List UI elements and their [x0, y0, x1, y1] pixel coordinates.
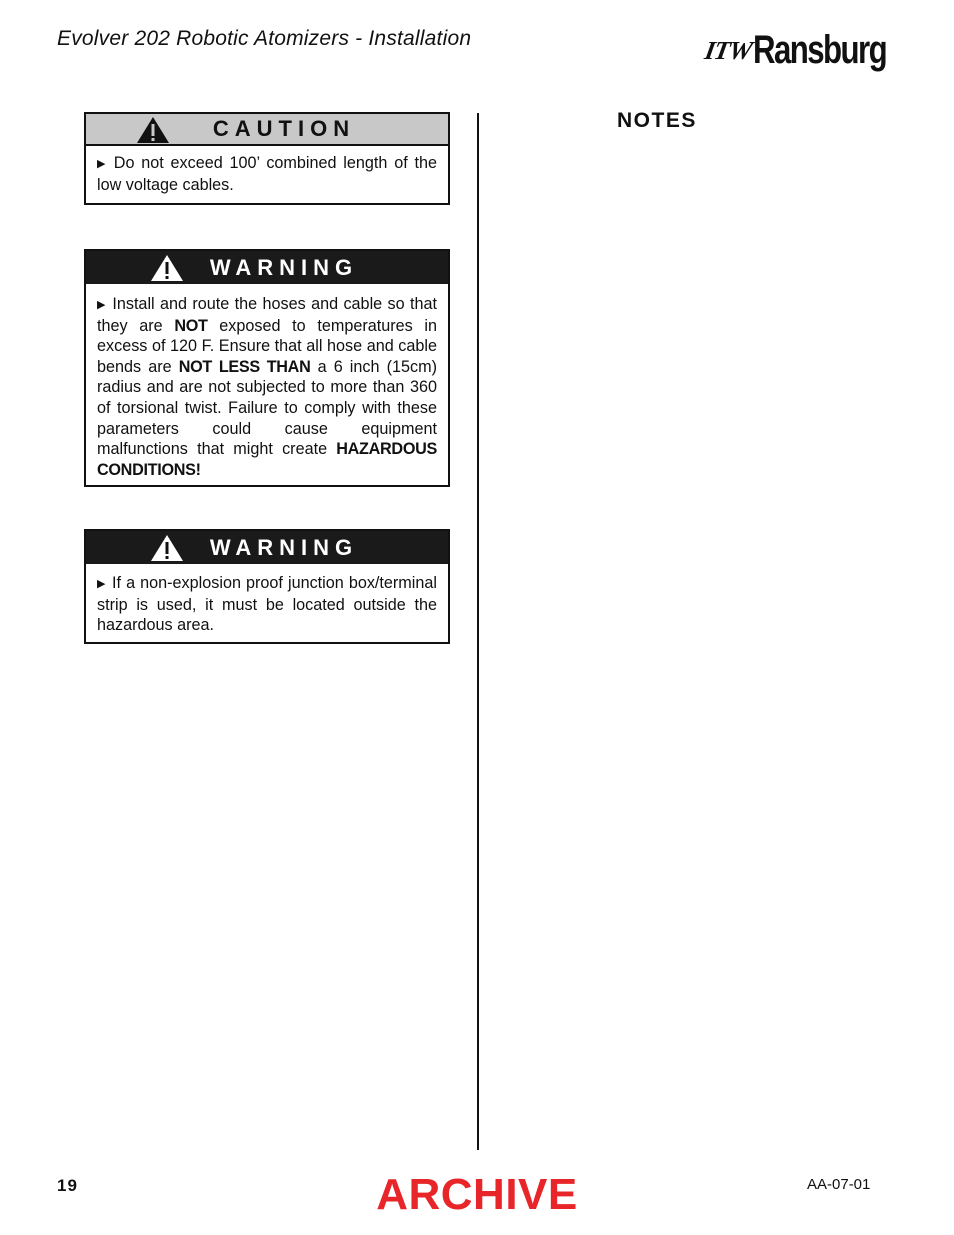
warning-label: WARNING [209, 534, 359, 560]
warning-text-part2: exposed to temperatures in excess of 120 F. Ensure that all hose and cable bends are [97, 316, 437, 376]
bullet-arrow-icon: ▶ [97, 158, 108, 170]
caution-box [84, 112, 450, 205]
warning-header [86, 531, 448, 564]
warning-triangle-icon [136, 115, 170, 145]
warning-emphasis-not: NOT [174, 316, 208, 335]
bullet-arrow-icon: ▶ [97, 299, 107, 311]
logo-itw-text: ITW [702, 36, 754, 65]
caution-body [86, 146, 448, 203]
warning-text-part1: Install and route the hoses and cable so that they are [97, 295, 438, 335]
page-number: 19 [57, 1176, 78, 1195]
logo-ransburg-text: Ransburg [753, 28, 887, 72]
page-header-title: Evolver 202 Robotic Atomizers - Installation [57, 27, 472, 50]
warning-junction-text: If a non-explosion proof junction box/terminal strip is used, it must be located outside the hazardous area. [97, 574, 437, 635]
warning-box-junction [84, 529, 450, 644]
warning-label: WARNING [209, 254, 359, 280]
bullet-arrow-icon: ▶ [97, 578, 107, 590]
warning-triangle-icon [150, 253, 184, 283]
notes-heading: NOTES [617, 109, 697, 132]
warning-body-hoses [86, 284, 448, 485]
warning-body-junction [86, 564, 448, 642]
itw-ransburg-logo [702, 18, 924, 72]
document-code: AA-07-01 [807, 1176, 871, 1193]
warning-emphasis-not-less-than: NOT LESS THAN [178, 357, 311, 376]
warning-emphasis-hazardous: HAZARDOUS CONDITIONS! [97, 440, 437, 479]
caution-label: CAUTION [212, 116, 356, 141]
warning-box-hoses [84, 249, 450, 487]
caution-header [86, 114, 448, 146]
warning-header [86, 251, 448, 284]
column-divider [477, 113, 479, 1150]
archive-watermark: ARCHIVE [376, 1170, 578, 1219]
warning-triangle-icon [150, 533, 184, 563]
caution-text: Do not exceed 100’ combined length of the low voltage cables. [97, 154, 437, 194]
warning-text-part3: a 6 inch (15cm) radius and are not subjected to more than 360 of torsional twist. Failure to comply with these parameters could cause equipment malfunctions that might create [97, 357, 437, 459]
